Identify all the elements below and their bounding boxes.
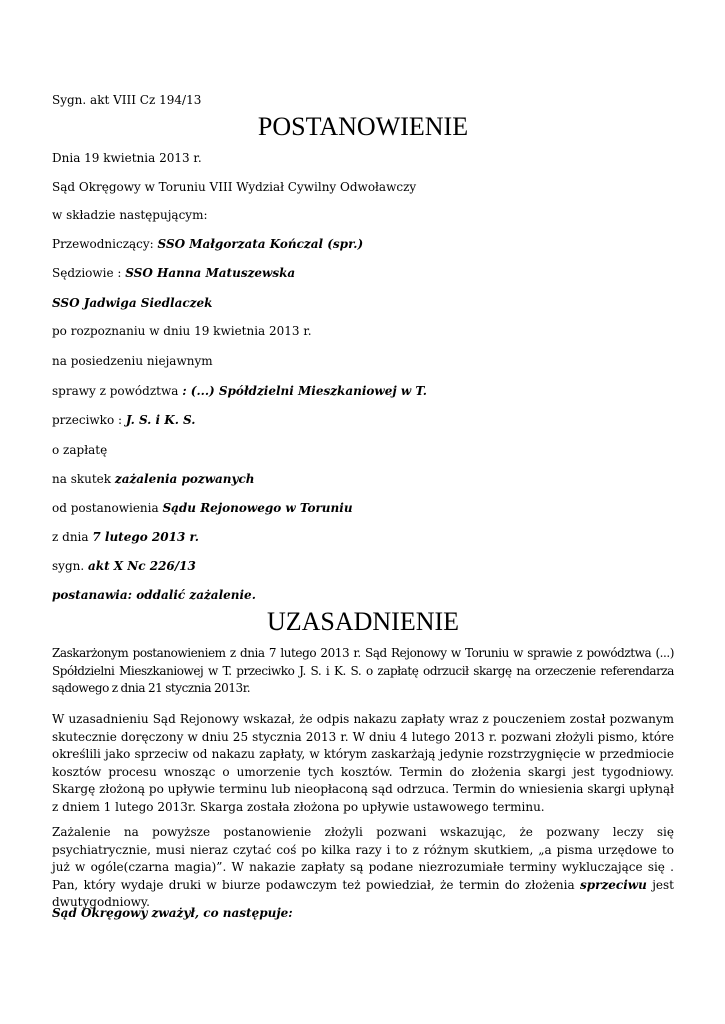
lower-court-line [52, 501, 353, 515]
justification-title: UZASADNIENIE [266, 607, 460, 636]
document-title: POSTANOWIENIE [257, 112, 469, 141]
case-line [52, 384, 427, 398]
paragraph-3-tail: jest dwutygodniowy. [52, 877, 674, 909]
judge-2-name: SSO Jadwiga Siedlaczek [52, 296, 213, 310]
lower-court-name: Sądu Rejonowego w Toruniu [162, 501, 353, 515]
defendants-names: J. S. i K. S. [125, 413, 196, 427]
appeal-value: zażalenia pozwanych [114, 472, 255, 486]
composition-intro: w składzie następującym: [52, 208, 208, 222]
paragraph-3-text: Zażalenie na powyższe postanowienie złożyli pozwani wskazując, że pozwany leczy się psychiatrycznie, musi nieraz czytać coś po kilka razy i to z różnym skutkiem, „a pisma urzędowe to już w ogóle(czarna magia)”. W nakazie zapłaty są podane niezrozumiałe terminy wykluczające się . Pan, który wydaje druki w biurze podawczym też powiedział, że termin do złożenia [52, 825, 674, 892]
judges-line [52, 266, 295, 280]
session-type: na posiedzeniu niejawnym [52, 354, 213, 368]
ruling-date: Dnia 19 kwietnia 2013 r. [52, 151, 202, 165]
appeal-label: na skutek [52, 472, 115, 486]
lower-court-date-line [52, 530, 199, 544]
case-subject: o zapłatę [52, 443, 108, 457]
presiding-judge-line [52, 237, 363, 251]
lower-court-date-label: z dnia [52, 530, 93, 544]
plaintiff-name: : (...) Spółdzielni Mieszkaniowej w T. [182, 384, 427, 398]
hearing-date: po rozpoznaniu w dniu 19 kwietnia 2013 r. [52, 324, 312, 338]
against-label: przeciwko : [52, 413, 126, 427]
reference-line [52, 559, 196, 573]
judge-1-name: SSO Hanna Matuszewska [125, 266, 296, 280]
reference-label: sygn. [52, 559, 88, 573]
against-line [52, 413, 195, 427]
lower-court-date: 7 lutego 2013 r. [92, 530, 199, 544]
judges-label: Sędziowie : [52, 266, 126, 280]
case-signature: Sygn. akt VIII Cz 194/13 [52, 93, 202, 107]
court-name: Sąd Okręgowy w Toruniu VIII Wydział Cywilny Odwoławczy [52, 180, 417, 194]
reference-number: akt X Nc 226/13 [87, 559, 196, 573]
case-label: sprawy z powództwa [52, 384, 183, 398]
closing-line: Sąd Okręgowy zważył, co następuje: [52, 906, 293, 920]
lower-court-label: od postanowienia [52, 501, 163, 515]
decision: postanawia: oddalić zażalenie. [52, 588, 256, 602]
appeal-line [52, 472, 255, 486]
presiding-label: Przewodniczący: [52, 237, 158, 251]
paragraph-3 [52, 824, 674, 912]
paragraph-3-emphasis: sprzeciwu [580, 877, 647, 892]
paragraph-2: W uzasadnieniu Sąd Rejonowy wskazał, że odpis nakazu zapłaty wraz z pouczeniem został pozwanym skutecznie doręczony w dniu 25 stycznia 2013 r. W dniu 4 lutego 2013 r. pozwani złożyli pismo, które określili jako sprzeciw od nakazu zapłaty, w którym zaskarżają jedynie rozstrzygnięcie w przedmiocie kosztów procesu wnosząc o umorzenie tych kosztów. Termin do złożenia skargi jest tygodniowy. Skargę złożoną po upływie terminu lub nieopłaconą sąd odrzuca. Termin do wniesienia skargi upłynął z dniem 1 lutego 2013r. Skarga została złożona po upływie ustawowego terminu. [52, 712, 674, 814]
presiding-name: SSO Małgorzata Kończal (spr.) [157, 237, 364, 251]
paragraph-1: Zaskarżonym postanowieniem z dnia 7 lutego 2013 r. Sąd Rejonowy w Toruniu w sprawie z powództwa (...) Spółdzielni Mieszkaniowej w T. przeciwko J. S. i K. S. o zapłatę odrzucił skargę na orzeczenie referendarza sądowego z dnia 21 stycznia 2013r. [52, 646, 674, 695]
